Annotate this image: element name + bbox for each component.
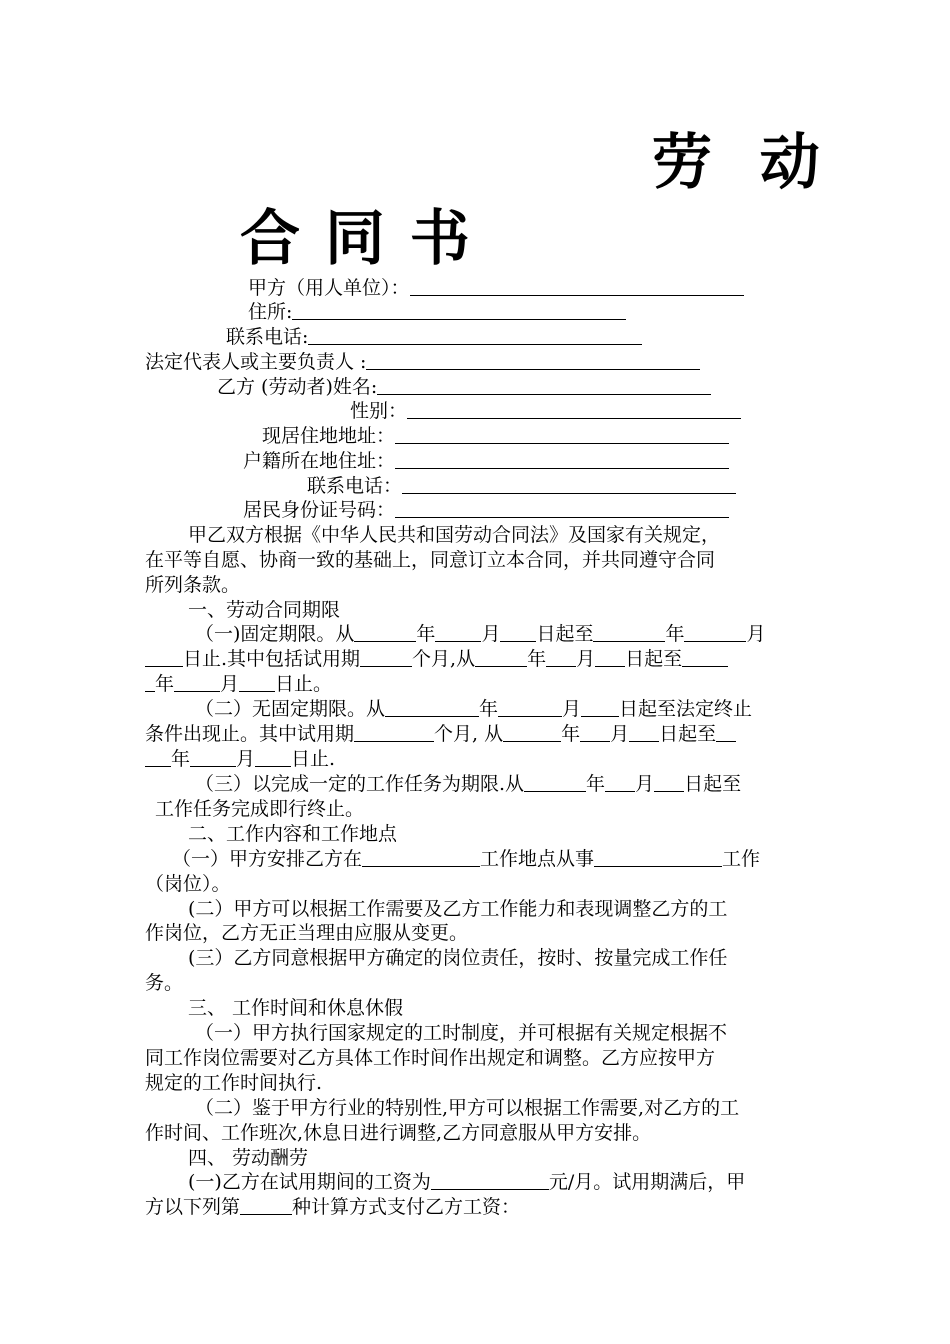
blank[interactable] [354,623,416,642]
blank[interactable] [385,698,479,717]
field-phone-a [226,325,642,349]
blank[interactable] [503,723,561,742]
blank-current-address[interactable] [395,425,729,444]
label-party-a-unit: 甲方（用人单位）： [248,277,410,299]
s1-open-term-line-1 [195,697,752,721]
text: （一)固定期限。从 [195,623,355,645]
section-2-heading: 二、工作内容和工作地点 [188,823,398,845]
text: （二）无固定期限。从 [195,698,386,720]
text: 日止.其中包括试用期 [183,648,361,670]
label-phone-a: 联系电话: [226,326,309,348]
blank[interactable] [716,723,736,742]
blank-address[interactable] [292,301,626,320]
label-phone-b: 联系电话： [307,475,403,497]
blank[interactable] [580,723,610,742]
s4-item-1-line-2 [145,1195,520,1219]
text: 月 [635,773,655,795]
blank[interactable] [145,648,183,667]
text: 月 [610,723,630,745]
field-current-address [262,424,729,448]
blank[interactable] [240,1196,292,1215]
blank-legal-rep[interactable] [366,351,700,370]
text: 年 [171,748,191,770]
text: 年 [586,773,606,795]
text: 日止。 [275,673,333,695]
blank[interactable] [362,848,480,867]
label-address: 住所: [248,301,293,323]
section-1-heading: 一、劳动合同期限 [188,599,341,621]
blank-household-address[interactable] [395,450,729,469]
text: (一)乙方在试用期间的工资为 [188,1171,431,1193]
text: 年 [527,648,547,670]
text: 日起至 [625,648,683,670]
intro-line-3: 所列条款。 [145,574,241,596]
s2-item-3-line-2: 务。 [145,972,184,994]
field-address [248,300,626,324]
section-3-heading: 三、 工作时间和休息休假 [188,997,404,1019]
text: （一）甲方安排乙方在 [172,848,363,870]
text: 月 [746,623,766,645]
blank[interactable] [595,648,625,667]
field-party-a-unit [248,276,744,300]
text: 个月,从 [412,648,476,670]
s4-item-1-line-1 [188,1170,745,1194]
s2-item-2-line-2: 作岗位，乙方无正当理由应服从变更。 [145,922,469,944]
s1-task-term-line-2: 工作任务完成即行终止。 [155,798,365,820]
label-household-address: 户籍所在地住址： [243,450,396,472]
blank-phone-a[interactable] [308,326,642,345]
text: 日止. [291,748,336,770]
text: 日起至 [659,723,717,745]
text: 年 [416,623,436,645]
s1-open-term-line-3 [145,747,335,771]
field-legal-rep [145,350,700,374]
blank[interactable] [605,773,635,792]
text: 年 [665,623,685,645]
s3-item-1-line-1: （一）甲方执行国家规定的工时制度，并可根据有关规定根据不 [195,1022,728,1044]
text: 月 [576,648,596,670]
field-household-address [243,449,729,473]
text: 日起至法定终止 [619,698,753,720]
blank[interactable] [255,748,291,767]
text: 日起至 [684,773,742,795]
intro-line-2: 在平等自愿、协商一致的基础上，同意订立本合同，并共同遵守合同 [145,549,716,571]
blank[interactable] [629,723,659,742]
text: 年 [155,673,175,695]
blank[interactable] [500,623,536,642]
blank[interactable] [682,648,728,667]
blank[interactable] [654,773,684,792]
intro-line-1: 甲乙双方根据《中华人民共和国劳动合同法》及国家有关规定， [188,524,721,546]
text: 元/月。试用期满后，甲 [548,1171,746,1193]
s3-item-1-line-3: 规定的工作时间执行. [145,1072,323,1094]
blank[interactable] [435,623,481,642]
text: 日起至 [536,623,594,645]
text: 工作地点从事 [480,848,595,870]
label-legal-rep: 法定代表人或主要负责人 : [145,351,367,373]
blank[interactable] [581,698,619,717]
text: 工作 [722,848,761,870]
blank[interactable] [190,748,236,767]
blank[interactable] [239,673,275,692]
text: 方以下列第 [145,1196,241,1218]
text: 月 [562,698,582,720]
s1-open-term-line-2 [145,722,736,746]
blank-phone-b[interactable] [402,475,736,494]
blank-gender[interactable] [407,400,741,419]
s2-item-3-line-1: (三）乙方同意根据甲方确定的岗位责任，按时、按量完成工作任 [188,947,728,969]
s3-item-2-line-2: 作时间、工作班次,休息日进行调整,乙方同意服从甲方安排。 [145,1122,652,1144]
s3-item-1-line-2: 同工作岗位需要对乙方具体工作时间作出规定和调整。乙方应按甲方 [145,1047,716,1069]
field-party-b-name [217,375,711,399]
blank[interactable] [174,673,220,692]
label-gender: 性别： [350,400,408,422]
title-line-2: 合 同 书 [240,204,472,274]
field-gender [350,399,741,423]
blank-id-number[interactable] [395,499,729,518]
blank[interactable] [360,648,412,667]
blank[interactable] [354,723,434,742]
blank[interactable] [145,673,155,692]
field-id-number [243,498,729,522]
s1-fixed-term-line-3 [145,672,332,696]
s3-item-2-line-1: （二）鉴于甲方行业的特别性,甲方可以根据工作需要,对乙方的工 [195,1097,740,1119]
s1-fixed-term-line-2 [145,647,728,671]
blank[interactable] [684,623,746,642]
field-phone-b [307,474,736,498]
blank[interactable] [145,748,171,767]
s2-item-2-line-1: (二）甲方可以根据工作需要及乙方工作能力和表现调整乙方的工 [188,898,728,920]
text: 条件出现止。其中试用期 [145,723,355,745]
text: 年 [561,723,581,745]
label-party-b-name: 乙方 (劳动者)姓名: [217,376,378,398]
blank[interactable] [546,648,576,667]
text: 月 [481,623,501,645]
blank[interactable] [431,1171,549,1190]
blank[interactable] [594,848,722,867]
blank-party-b-name[interactable] [377,376,711,395]
label-current-address: 现居住地地址： [262,425,396,447]
text: 年 [479,698,499,720]
text: （三）以完成一定的工作任务为期限.从 [195,773,525,795]
s1-fixed-term-line-1 [195,622,766,646]
text: 种计算方式支付乙方工资： [292,1196,521,1218]
blank[interactable] [475,648,527,667]
title-line-1: 劳 动 [652,128,822,198]
label-id-number: 居民身份证号码： [243,499,396,521]
text: 月 [220,673,240,695]
blank[interactable] [524,773,586,792]
s2-item-1-line-1 [172,847,760,871]
text: 个月, 从 [434,723,504,745]
blank-party-a-unit[interactable] [410,277,744,296]
blank[interactable] [498,698,562,717]
section-4-heading: 四、 劳动酬劳 [188,1147,309,1169]
text: 月 [236,748,256,770]
blank[interactable] [593,623,665,642]
s2-item-1-line-2: （岗位）。 [145,873,231,895]
s1-task-term-line-1 [195,772,741,796]
